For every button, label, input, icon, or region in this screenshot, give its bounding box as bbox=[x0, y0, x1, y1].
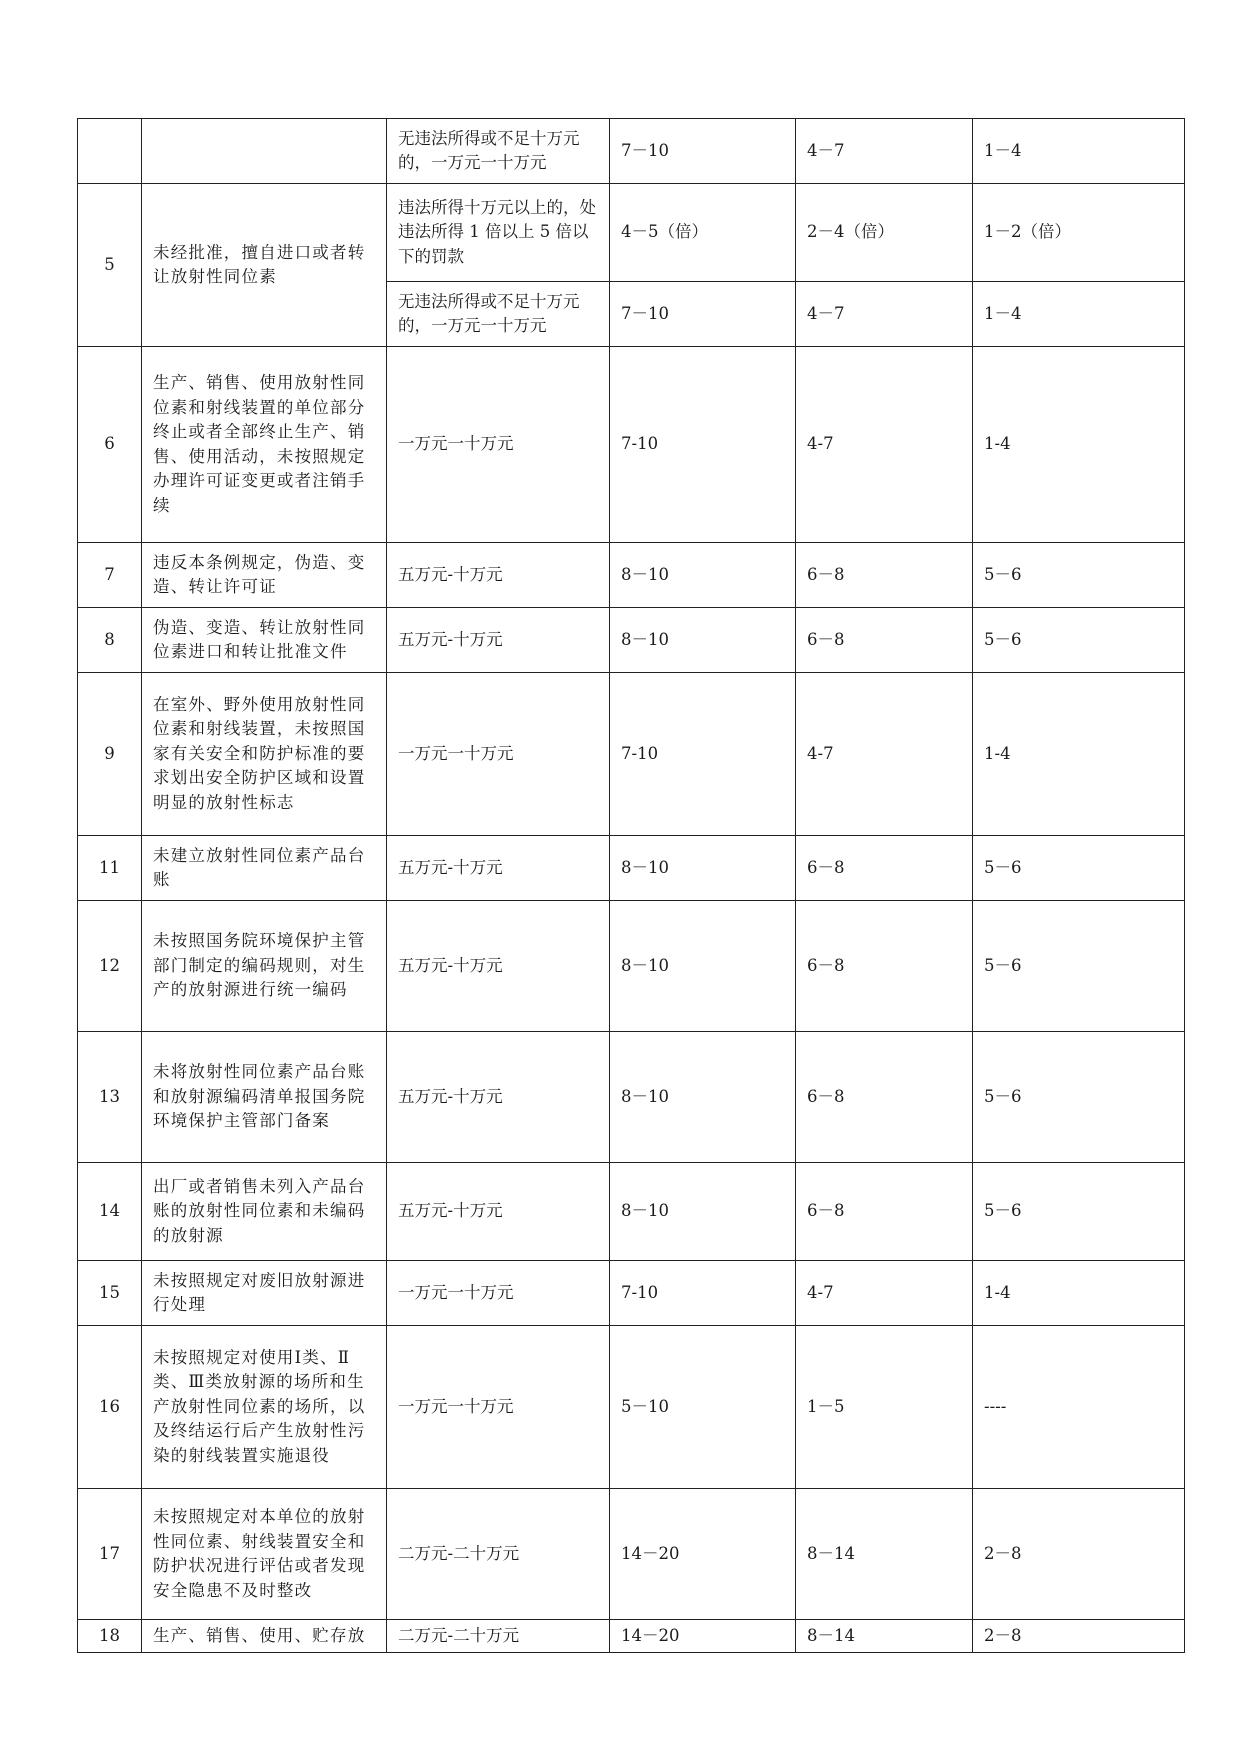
item-number: 6 bbox=[78, 347, 142, 543]
table-row bbox=[78, 1326, 1185, 1489]
fine-range: 一万元一十万元 bbox=[387, 347, 610, 543]
violation-description: 伪造、变造、转让放射性同位素进口和转让批准文件 bbox=[142, 608, 387, 673]
item-number: 7 bbox=[78, 543, 142, 608]
fine-range: 违法所得十万元以上的，处违法所得 1 倍以上 5 倍以下的罚款 bbox=[387, 184, 610, 282]
item-number: 14 bbox=[78, 1163, 142, 1261]
score-level-2: 4-7 bbox=[796, 347, 973, 543]
score-level-2: 8－14 bbox=[796, 1620, 973, 1653]
violation-description: 未按照规定对使用Ⅰ类、Ⅱ类、Ⅲ类放射源的场所和生产放射性同位素的场所，以及终结运行后产生放射性污染的射线装置实施退役 bbox=[142, 1326, 387, 1489]
item-number: 17 bbox=[78, 1489, 142, 1620]
violation-description: 未建立放射性同位素产品台账 bbox=[142, 836, 387, 901]
table-row bbox=[78, 673, 1185, 836]
fine-range: 一万元一十万元 bbox=[387, 1326, 610, 1489]
score-level-3: 5－6 bbox=[973, 1163, 1185, 1261]
score-level-3: 1-4 bbox=[973, 673, 1185, 836]
score-level-1: 7－10 bbox=[610, 119, 796, 184]
table-row bbox=[78, 836, 1185, 901]
score-level-1: 5－10 bbox=[610, 1326, 796, 1489]
table-row bbox=[78, 1032, 1185, 1163]
fine-range: 一万元一十万元 bbox=[387, 1261, 610, 1326]
violation-description: 未经批准，擅自进口或者转让放射性同位素 bbox=[142, 184, 387, 347]
table-row bbox=[78, 543, 1185, 608]
score-level-2: 4-7 bbox=[796, 1261, 973, 1326]
score-level-1: 7-10 bbox=[610, 1261, 796, 1326]
violation-description bbox=[142, 119, 387, 184]
fine-range: 五万元-十万元 bbox=[387, 608, 610, 673]
item-number: 15 bbox=[78, 1261, 142, 1326]
score-level-3: 5－6 bbox=[973, 836, 1185, 901]
score-level-2: 4-7 bbox=[796, 673, 973, 836]
score-level-1: 14－20 bbox=[610, 1620, 796, 1653]
score-level-1: 7－10 bbox=[610, 282, 796, 347]
penalty-table bbox=[77, 118, 1185, 1653]
violation-description: 未按照国务院环境保护主管部门制定的编码规则，对生产的放射源进行统一编码 bbox=[142, 901, 387, 1032]
fine-range: 一万元一十万元 bbox=[387, 673, 610, 836]
score-level-2: 6－8 bbox=[796, 1163, 973, 1261]
table-row bbox=[78, 1620, 1185, 1653]
score-level-3: 1-4 bbox=[973, 1261, 1185, 1326]
table-row bbox=[78, 1261, 1185, 1326]
violation-description: 在室外、野外使用放射性同位素和射线装置，未按照国家有关安全和防护标准的要求划出安全防护区域和设置明显的放射性标志 bbox=[142, 673, 387, 836]
score-level-2: 2－4（倍） bbox=[796, 184, 973, 282]
fine-range: 五万元-十万元 bbox=[387, 1032, 610, 1163]
score-level-2: 4－7 bbox=[796, 119, 973, 184]
score-level-3: 5－6 bbox=[973, 543, 1185, 608]
violation-description: 出厂或者销售未列入产品台账的放射性同位素和未编码的放射源 bbox=[142, 1163, 387, 1261]
fine-range: 五万元-十万元 bbox=[387, 1163, 610, 1261]
score-level-2: 8－14 bbox=[796, 1489, 973, 1620]
score-level-2: 4－7 bbox=[796, 282, 973, 347]
item-number bbox=[78, 119, 142, 184]
item-number: 11 bbox=[78, 836, 142, 901]
score-level-1: 14－20 bbox=[610, 1489, 796, 1620]
score-level-3: 5－6 bbox=[973, 608, 1185, 673]
score-level-1: 7-10 bbox=[610, 673, 796, 836]
score-level-1: 7-10 bbox=[610, 347, 796, 543]
score-level-2: 6－8 bbox=[796, 836, 973, 901]
table-row bbox=[78, 901, 1185, 1032]
score-level-3: 5－6 bbox=[973, 901, 1185, 1032]
penalty-table-body bbox=[78, 119, 1185, 1653]
table-row bbox=[78, 347, 1185, 543]
item-number: 16 bbox=[78, 1326, 142, 1489]
fine-range: 五万元-十万元 bbox=[387, 543, 610, 608]
item-number: 5 bbox=[78, 184, 142, 347]
score-level-2: 6－8 bbox=[796, 543, 973, 608]
violation-description: 生产、销售、使用、贮存放 bbox=[142, 1620, 387, 1653]
score-level-3: ---- bbox=[973, 1326, 1185, 1489]
fine-range: 五万元-十万元 bbox=[387, 836, 610, 901]
table-row bbox=[78, 184, 1185, 282]
item-number: 18 bbox=[78, 1620, 142, 1653]
score-level-2: 6－8 bbox=[796, 608, 973, 673]
table-row bbox=[78, 1489, 1185, 1620]
score-level-1: 8－10 bbox=[610, 1163, 796, 1261]
score-level-1: 8－10 bbox=[610, 543, 796, 608]
score-level-2: 1－5 bbox=[796, 1326, 973, 1489]
score-level-1: 8－10 bbox=[610, 1032, 796, 1163]
score-level-3: 1－4 bbox=[973, 119, 1185, 184]
item-number: 8 bbox=[78, 608, 142, 673]
fine-range: 无违法所得或不足十万元的，一万元一十万元 bbox=[387, 282, 610, 347]
violation-description: 生产、销售、使用放射性同位素和射线装置的单位部分终止或者全部终止生产、销售、使用活动，未按照规定办理许可证变更或者注销手续 bbox=[142, 347, 387, 543]
score-level-1: 4－5（倍） bbox=[610, 184, 796, 282]
score-level-1: 8－10 bbox=[610, 901, 796, 1032]
score-level-1: 8－10 bbox=[610, 608, 796, 673]
table-row bbox=[78, 1163, 1185, 1261]
violation-description: 未按照规定对本单位的放射性同位素、射线装置安全和防护状况进行评估或者发现安全隐患不及时整改 bbox=[142, 1489, 387, 1620]
fine-range: 五万元-十万元 bbox=[387, 901, 610, 1032]
score-level-3: 2－8 bbox=[973, 1620, 1185, 1653]
item-number: 12 bbox=[78, 901, 142, 1032]
score-level-3: 1-4 bbox=[973, 347, 1185, 543]
score-level-3: 5－6 bbox=[973, 1032, 1185, 1163]
score-level-2: 6－8 bbox=[796, 901, 973, 1032]
item-number: 13 bbox=[78, 1032, 142, 1163]
score-level-2: 6－8 bbox=[796, 1032, 973, 1163]
item-number: 9 bbox=[78, 673, 142, 836]
table-row bbox=[78, 608, 1185, 673]
violation-description: 未按照规定对废旧放射源进行处理 bbox=[142, 1261, 387, 1326]
fine-range: 无违法所得或不足十万元的，一万元一十万元 bbox=[387, 119, 610, 184]
score-level-3: 1－4 bbox=[973, 282, 1185, 347]
score-level-3: 2－8 bbox=[973, 1489, 1185, 1620]
violation-description: 未将放射性同位素产品台账和放射源编码清单报国务院环境保护主管部门备案 bbox=[142, 1032, 387, 1163]
fine-range: 二万元-二十万元 bbox=[387, 1489, 610, 1620]
violation-description: 违反本条例规定，伪造、变造、转让许可证 bbox=[142, 543, 387, 608]
fine-range: 二万元-二十万元 bbox=[387, 1620, 610, 1653]
score-level-3: 1－2（倍） bbox=[973, 184, 1185, 282]
score-level-1: 8－10 bbox=[610, 836, 796, 901]
table-row bbox=[78, 119, 1185, 184]
